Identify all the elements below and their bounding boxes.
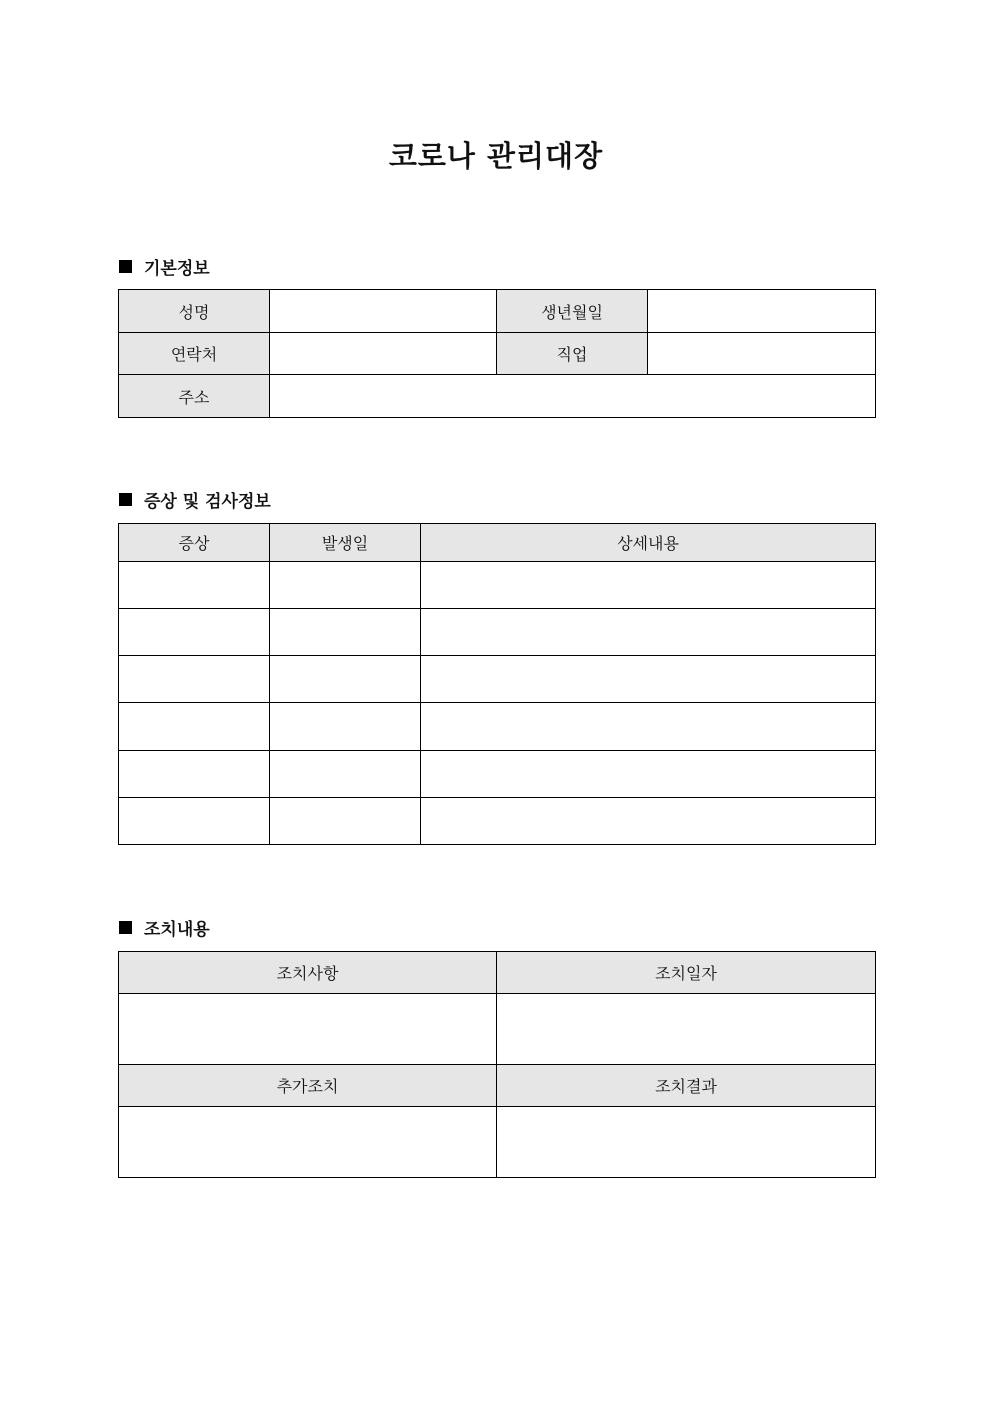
onset-date-cell[interactable] <box>270 562 421 609</box>
onset-date-cell[interactable] <box>270 656 421 703</box>
name-field[interactable] <box>270 290 497 333</box>
symptoms-table <box>118 523 876 845</box>
name-label: 성명 <box>119 290 270 333</box>
details-column-header: 상세내용 <box>421 524 876 562</box>
action-label: 조치사항 <box>119 952 497 994</box>
contact-field[interactable] <box>270 333 497 375</box>
square-bullet-icon <box>119 921 132 934</box>
job-label: 직업 <box>497 333 648 375</box>
onset-date-cell[interactable] <box>270 751 421 798</box>
symptom-cell[interactable] <box>119 656 270 703</box>
birth-label: 생년월일 <box>497 290 648 333</box>
table-row <box>119 703 876 751</box>
section-basic-title: 기본정보 <box>144 259 210 279</box>
symptom-column-header: 증상 <box>119 524 270 562</box>
contact-label: 연락처 <box>119 333 270 375</box>
details-cell[interactable] <box>421 609 876 656</box>
table-row <box>119 751 876 798</box>
action-field[interactable] <box>119 994 497 1065</box>
details-cell[interactable] <box>421 656 876 703</box>
job-field[interactable] <box>648 333 876 375</box>
action-date-label: 조치일자 <box>497 952 876 994</box>
details-cell[interactable] <box>421 798 876 845</box>
action-result-field[interactable] <box>497 1107 876 1178</box>
section-symptoms-heading <box>119 487 271 512</box>
table-row <box>119 656 876 703</box>
action-result-label: 조치결과 <box>497 1065 876 1107</box>
symptom-cell[interactable] <box>119 798 270 845</box>
page-title: 코로나 관리대장 <box>388 139 604 173</box>
actions-table <box>118 951 876 1178</box>
table-row <box>119 609 876 656</box>
address-label: 주소 <box>119 375 270 418</box>
symptom-cell[interactable] <box>119 609 270 656</box>
onset-date-cell[interactable] <box>270 609 421 656</box>
onset-date-cell[interactable] <box>270 798 421 845</box>
onset-date-column-header: 발생일 <box>270 524 421 562</box>
section-basic-heading <box>119 254 210 279</box>
table-row <box>119 798 876 845</box>
onset-date-cell[interactable] <box>270 703 421 751</box>
section-symptoms-title: 증상 및 검사정보 <box>144 492 271 512</box>
section-actions-heading <box>119 915 210 940</box>
square-bullet-icon <box>119 260 132 273</box>
birth-field[interactable] <box>648 290 876 333</box>
address-field[interactable] <box>270 375 876 418</box>
details-cell[interactable] <box>421 751 876 798</box>
details-cell[interactable] <box>421 562 876 609</box>
section-actions-title: 조치내용 <box>144 920 210 940</box>
action-date-field[interactable] <box>497 994 876 1065</box>
square-bullet-icon <box>119 493 132 506</box>
extra-action-field[interactable] <box>119 1107 497 1178</box>
details-cell[interactable] <box>421 703 876 751</box>
symptom-cell[interactable] <box>119 751 270 798</box>
extra-action-label: 추가조치 <box>119 1065 497 1107</box>
symptom-cell[interactable] <box>119 562 270 609</box>
symptom-cell[interactable] <box>119 703 270 751</box>
basic-info-table <box>118 289 876 418</box>
table-row <box>119 562 876 609</box>
